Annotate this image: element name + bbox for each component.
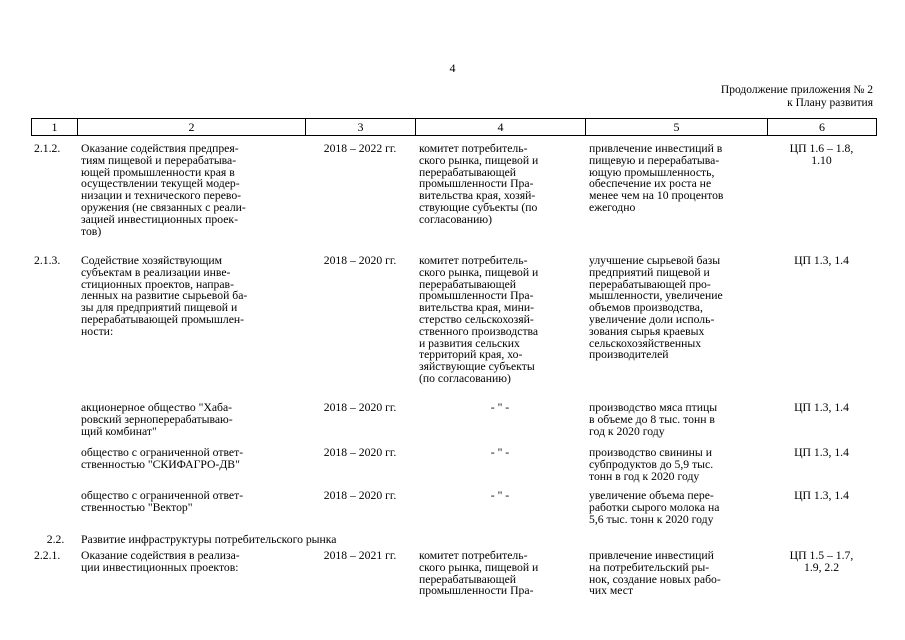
period: 2018 – 2020 гг. (323, 401, 397, 414)
indicator: ЦП 1.3, 1.4 (794, 446, 849, 459)
period: 2018 – 2021 гг. (323, 549, 397, 562)
indicator: ЦП 1.3, 1.4 (794, 254, 849, 267)
row-number (31, 402, 77, 447)
table-row (31, 143, 876, 255)
section-number: 2.2. (46, 533, 65, 546)
executor: комитет потребитель- ского рынка, пищевой и перерабатывающей промышленности Пра- (419, 549, 539, 598)
column-header: 1 (32, 119, 78, 136)
section-row (31, 534, 876, 550)
table-row (31, 255, 876, 402)
period: 2018 – 2020 гг. (323, 446, 397, 459)
column-header: 6 (768, 119, 877, 136)
expected-result: увеличение объема пере- работки сырого молока на 5,6 тыс. тонн к 2020 году (589, 489, 720, 526)
column-header: 2 (78, 119, 306, 136)
measure-name: Оказание содействия предпрея- тиям пищевой и перерабатыва- ющей промышленности края в осуществлении текущей модер- низации и технического перево- оружения (не связанных с реали- зацией инвестиционных проек- тов) (81, 142, 246, 238)
row-number (31, 447, 77, 490)
measure-name: общество с ограниченной ответ- ственностью "СКИФАГРО-ДВ" (81, 446, 244, 471)
period: 2018 – 2020 гг. (323, 254, 397, 267)
column-header: 4 (416, 119, 586, 136)
measures-table (31, 143, 876, 610)
column-header: 5 (586, 119, 768, 136)
expected-result: производство свинины и субпродуктов до 5,9 тыс. тонн в год к 2020 году (589, 446, 714, 483)
table-row (31, 447, 876, 490)
table-row (31, 550, 876, 610)
page-number: 4 (449, 61, 456, 75)
measure-name: Оказание содействия в реализа- ции инвестиционных проектов: (81, 549, 240, 574)
indicator: ЦП 1.3, 1.4 (794, 401, 849, 414)
table-row (31, 402, 876, 447)
indicator: ЦП 1.5 – 1.7, 1.9, 2.2 (789, 549, 854, 574)
executor: комитет потребитель- ского рынка, пищевой и перерабатывающей промышленности Пра- вительства края, хозяй- ствующие субъекты (по согласованию) (419, 142, 539, 226)
row-number: 2.1.3. (34, 254, 61, 267)
section-title: Развитие инфраструктуры потребительского рынка (81, 533, 337, 546)
column-header-table (31, 118, 877, 136)
row-number: 2.1.2. (34, 142, 61, 155)
executor: - " - (490, 489, 510, 502)
appendix-caption (721, 84, 873, 110)
expected-result: привлечение инвестиций в пищевую и перерабатыва- ющую промышленность, обеспечение их роста не менее чем на 10 процентов ежегодно (589, 142, 724, 214)
period: 2018 – 2020 гг. (323, 489, 397, 502)
period: 2018 – 2022 гг. (323, 142, 397, 155)
expected-result: привлечение инвестиций на потребительский ры- нок, создание новых рабо- чих мест (589, 549, 721, 598)
appendix-line-2: к Плану развития (787, 97, 873, 109)
table-row (31, 490, 876, 534)
expected-result: улучшение сырьевой базы предприятий пищевой и перерабатывающей про- мышленности, увеличение объемов производства, увеличение доли исполь- зования сырья краевых сельскохозяйственных производителей (589, 254, 723, 362)
column-number-row (32, 119, 877, 136)
executor: - " - (490, 446, 510, 459)
column-header: 3 (306, 119, 416, 136)
indicator: ЦП 1.3, 1.4 (794, 489, 849, 502)
appendix-line-1: Продолжение приложения № 2 (720, 84, 873, 96)
measure-name: акционерное общество "Хаба- ровский зерноперерабатываю- щий комбинат" (81, 401, 233, 438)
indicator: ЦП 1.6 – 1.8, 1.10 (789, 142, 854, 167)
executor: комитет потребитель- ского рынка, пищевой и перерабатывающей промышленности Пра- вительства края, мини- стерство сельскохозяй- ственного производства и развития сельских территорий края, хо- зяйствующие субъекты (по согласованию) (419, 254, 539, 385)
measure-name: Содействие хозяйствующим субъектам в реализации инве- стиционных проектов, направ- ленных на развитие сырьевой ба- зы для предприятий пищевой и перерабатывающей промышлен- ности: (81, 254, 248, 338)
measure-name: общество с ограниченной ответ- ственностью "Вектор" (81, 489, 244, 514)
expected-result: производство мяса птицы в объеме до 8 тыс. тонн в год к 2020 году (589, 401, 718, 438)
row-number: 2.2.1. (34, 549, 61, 562)
row-number (31, 490, 77, 534)
executor: - " - (490, 401, 510, 414)
